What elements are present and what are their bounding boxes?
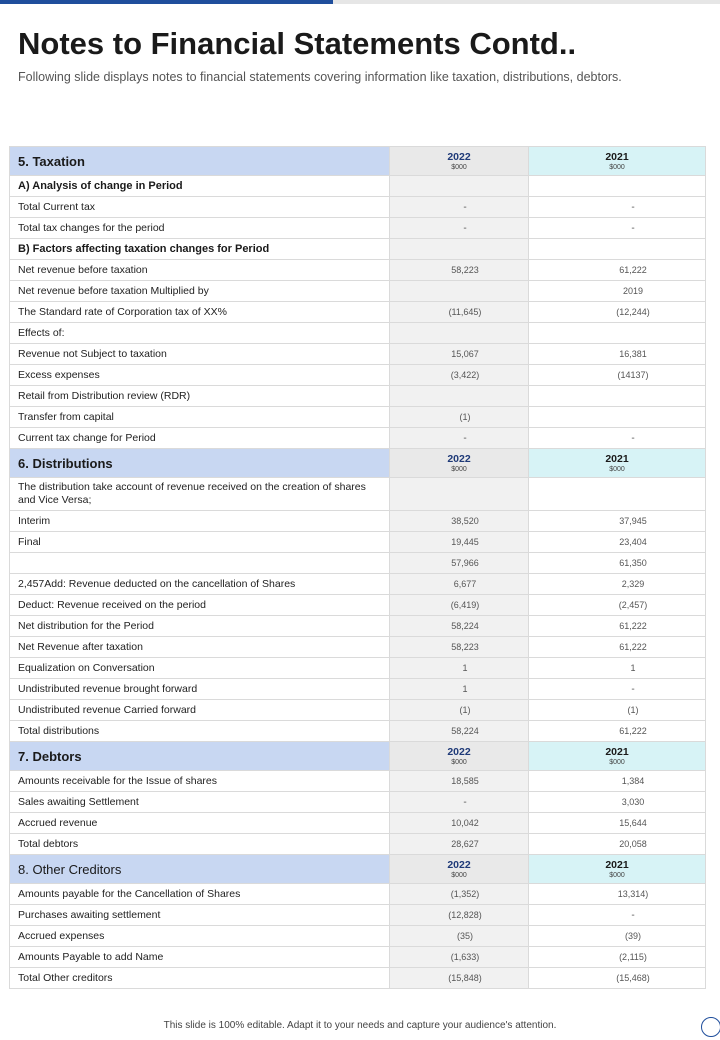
year-2022-unit: $000	[451, 758, 467, 766]
value-2021: 16,381	[529, 344, 706, 365]
row-label: Retail from Distribution review (RDR)	[10, 386, 390, 407]
value-2022: 38,520	[390, 511, 529, 532]
value-2021: (2,115)	[529, 947, 706, 968]
value-2022: 58,223	[390, 637, 529, 658]
row-label: 2,457Add: Revenue deducted on the cancellation of Shares	[10, 574, 390, 595]
value-2022: (1)	[390, 700, 529, 721]
value-2021: (1)	[529, 700, 706, 721]
table-row	[10, 428, 706, 449]
year-2021-label: 2021	[605, 858, 629, 871]
table-row	[10, 771, 706, 792]
value-2022	[390, 386, 529, 407]
value-2022: 15,067	[390, 344, 529, 365]
year-2021-header	[529, 742, 706, 771]
value-2022: 58,223	[390, 260, 529, 281]
row-label: B) Factors affecting taxation changes for Period	[10, 239, 390, 260]
year-2022-unit: $000	[451, 465, 467, 473]
year-2021-header	[529, 147, 706, 176]
value-2022	[390, 478, 529, 511]
year-2022-header	[390, 855, 529, 884]
row-label: Undistributed revenue brought forward	[10, 679, 390, 700]
section-header-row	[10, 449, 706, 478]
row-label	[10, 553, 390, 574]
table-row	[10, 302, 706, 323]
value-2022: (1,633)	[390, 947, 529, 968]
row-label: Undistributed revenue Carried forward	[10, 700, 390, 721]
value-2021: -	[529, 197, 706, 218]
table-row	[10, 511, 706, 532]
value-2021: (15,468)	[529, 968, 706, 989]
row-label: Amounts payable for the Cancellation of Shares	[10, 884, 390, 905]
table-row	[10, 478, 706, 511]
value-2021: 1	[529, 658, 706, 679]
row-label: Excess expenses	[10, 365, 390, 386]
value-2022: -	[390, 197, 529, 218]
value-2021: 61,222	[529, 637, 706, 658]
financial-notes-body	[10, 147, 706, 989]
year-2022-label: 2022	[447, 745, 471, 758]
year-2021-header	[529, 855, 706, 884]
value-2021: (14137)	[529, 365, 706, 386]
table-row	[10, 721, 706, 742]
value-2022: -	[390, 792, 529, 813]
footer-note: This slide is 100% editable. Adapt it to your needs and capture your audience's attention.	[163, 1020, 557, 1031]
year-2022-label: 2022	[447, 150, 471, 163]
year-2022-header	[390, 147, 529, 176]
value-2021: 20,058	[529, 834, 706, 855]
value-2022: (11,645)	[390, 302, 529, 323]
table-row	[10, 884, 706, 905]
table-row	[10, 197, 706, 218]
table-row	[10, 239, 706, 260]
row-label: Transfer from capital	[10, 407, 390, 428]
table-row	[10, 658, 706, 679]
value-2022: (3,422)	[390, 365, 529, 386]
value-2022: (35)	[390, 926, 529, 947]
table-row	[10, 365, 706, 386]
value-2021	[529, 323, 706, 344]
table-row	[10, 281, 706, 302]
row-label: Final	[10, 532, 390, 553]
value-2021	[529, 239, 706, 260]
value-2022: (15,848)	[390, 968, 529, 989]
year-2022-unit: $000	[451, 163, 467, 171]
top-accent-segment	[0, 0, 333, 4]
row-label: Net Revenue after taxation	[10, 637, 390, 658]
row-label: Purchases awaiting settlement	[10, 905, 390, 926]
table-row	[10, 323, 706, 344]
value-2021	[529, 478, 706, 511]
row-label: Accrued expenses	[10, 926, 390, 947]
year-2022-label: 2022	[447, 452, 471, 465]
year-2021-label: 2021	[605, 150, 629, 163]
value-2022: -	[390, 428, 529, 449]
value-2022: 57,966	[390, 553, 529, 574]
value-2022: 6,677	[390, 574, 529, 595]
table-row	[10, 344, 706, 365]
table-row	[10, 407, 706, 428]
row-label: Amounts receivable for the Issue of shares	[10, 771, 390, 792]
value-2021: 37,945	[529, 511, 706, 532]
value-2021: -	[529, 218, 706, 239]
value-2022: (12,828)	[390, 905, 529, 926]
value-2021: -	[529, 428, 706, 449]
table-row	[10, 637, 706, 658]
year-2021-label: 2021	[605, 452, 629, 465]
section-title: 6. Distributions	[10, 449, 390, 478]
value-2021: -	[529, 905, 706, 926]
value-2022: -	[390, 218, 529, 239]
table-row	[10, 905, 706, 926]
table-row	[10, 926, 706, 947]
circle-icon	[701, 1017, 720, 1037]
value-2021: 61,222	[529, 721, 706, 742]
financial-notes-table	[9, 146, 706, 989]
value-2021: (12,244)	[529, 302, 706, 323]
table-row	[10, 679, 706, 700]
row-label: Total debtors	[10, 834, 390, 855]
value-2022: 10,042	[390, 813, 529, 834]
section-title: 7. Debtors	[10, 742, 390, 771]
table-row	[10, 947, 706, 968]
value-2021: 61,222	[529, 616, 706, 637]
value-2022	[390, 239, 529, 260]
row-label: Interim	[10, 511, 390, 532]
value-2022: 1	[390, 679, 529, 700]
value-2022: (1,352)	[390, 884, 529, 905]
table-row	[10, 834, 706, 855]
year-2021-unit: $000	[609, 758, 625, 766]
year-2021-label: 2021	[605, 745, 629, 758]
value-2021	[529, 176, 706, 197]
table-row	[10, 218, 706, 239]
value-2021	[529, 407, 706, 428]
row-label: Deduct: Revenue received on the period	[10, 595, 390, 616]
table-row	[10, 595, 706, 616]
value-2022	[390, 176, 529, 197]
section-header-row	[10, 742, 706, 771]
value-2021: 13,314)	[529, 884, 706, 905]
row-label: Effects of:	[10, 323, 390, 344]
value-2022: 18,585	[390, 771, 529, 792]
value-2022: 1	[390, 658, 529, 679]
row-label: The Standard rate of Corporation tax of XX%	[10, 302, 390, 323]
value-2022: (6,419)	[390, 595, 529, 616]
page-title: Notes to Financial Statements Contd..	[18, 26, 577, 61]
value-2022	[390, 323, 529, 344]
year-2021-unit: $000	[609, 163, 625, 171]
table-row	[10, 386, 706, 407]
value-2021: 15,644	[529, 813, 706, 834]
row-label: Total Current tax	[10, 197, 390, 218]
section-header-row	[10, 855, 706, 884]
year-2022-unit: $000	[451, 871, 467, 879]
row-label: Amounts Payable to add Name	[10, 947, 390, 968]
top-accent-bar	[0, 0, 720, 4]
row-label: The distribution take account of revenue received on the creation of shares and Vice Versa;	[10, 478, 390, 511]
section-header-row	[10, 147, 706, 176]
table-row	[10, 553, 706, 574]
row-label: Net revenue before taxation	[10, 260, 390, 281]
year-2022-header	[390, 742, 529, 771]
table-row	[10, 616, 706, 637]
year-2022-header	[390, 449, 529, 478]
value-2022: 19,445	[390, 532, 529, 553]
row-label: Total Other creditors	[10, 968, 390, 989]
row-label: Total distributions	[10, 721, 390, 742]
value-2021: 2,329	[529, 574, 706, 595]
value-2021: 2019	[529, 281, 706, 302]
value-2021	[529, 386, 706, 407]
value-2022	[390, 281, 529, 302]
row-label: Net distribution for the Period	[10, 616, 390, 637]
value-2021: -	[529, 679, 706, 700]
section-title: 8. Other Creditors	[10, 855, 390, 884]
table-row	[10, 792, 706, 813]
value-2021: (2,457)	[529, 595, 706, 616]
table-row	[10, 532, 706, 553]
row-label: A) Analysis of change in Period	[10, 176, 390, 197]
value-2021: 1,384	[529, 771, 706, 792]
year-2021-unit: $000	[609, 871, 625, 879]
row-label: Accrued revenue	[10, 813, 390, 834]
value-2022: 58,224	[390, 721, 529, 742]
year-2021-header	[529, 449, 706, 478]
page-subtitle: Following slide displays notes to financial statements covering information like taxation, distributions, debtors.	[18, 70, 622, 84]
table-row	[10, 968, 706, 989]
value-2022: (1)	[390, 407, 529, 428]
table-row	[10, 700, 706, 721]
row-label: Revenue not Subject to taxation	[10, 344, 390, 365]
value-2021: (39)	[529, 926, 706, 947]
value-2021: 61,350	[529, 553, 706, 574]
row-label: Total tax changes for the period	[10, 218, 390, 239]
value-2021: 3,030	[529, 792, 706, 813]
table-row	[10, 260, 706, 281]
row-label: Current tax change for Period	[10, 428, 390, 449]
value-2021: 61,222	[529, 260, 706, 281]
year-2021-unit: $000	[609, 465, 625, 473]
row-label: Net revenue before taxation Multiplied by	[10, 281, 390, 302]
table-row	[10, 176, 706, 197]
value-2022: 28,627	[390, 834, 529, 855]
row-label: Equalization on Conversation	[10, 658, 390, 679]
value-2022: 58,224	[390, 616, 529, 637]
value-2021: 23,404	[529, 532, 706, 553]
year-2022-label: 2022	[447, 858, 471, 871]
row-label: Sales awaiting Settlement	[10, 792, 390, 813]
table-row	[10, 813, 706, 834]
table-row	[10, 574, 706, 595]
section-title: 5. Taxation	[10, 147, 390, 176]
